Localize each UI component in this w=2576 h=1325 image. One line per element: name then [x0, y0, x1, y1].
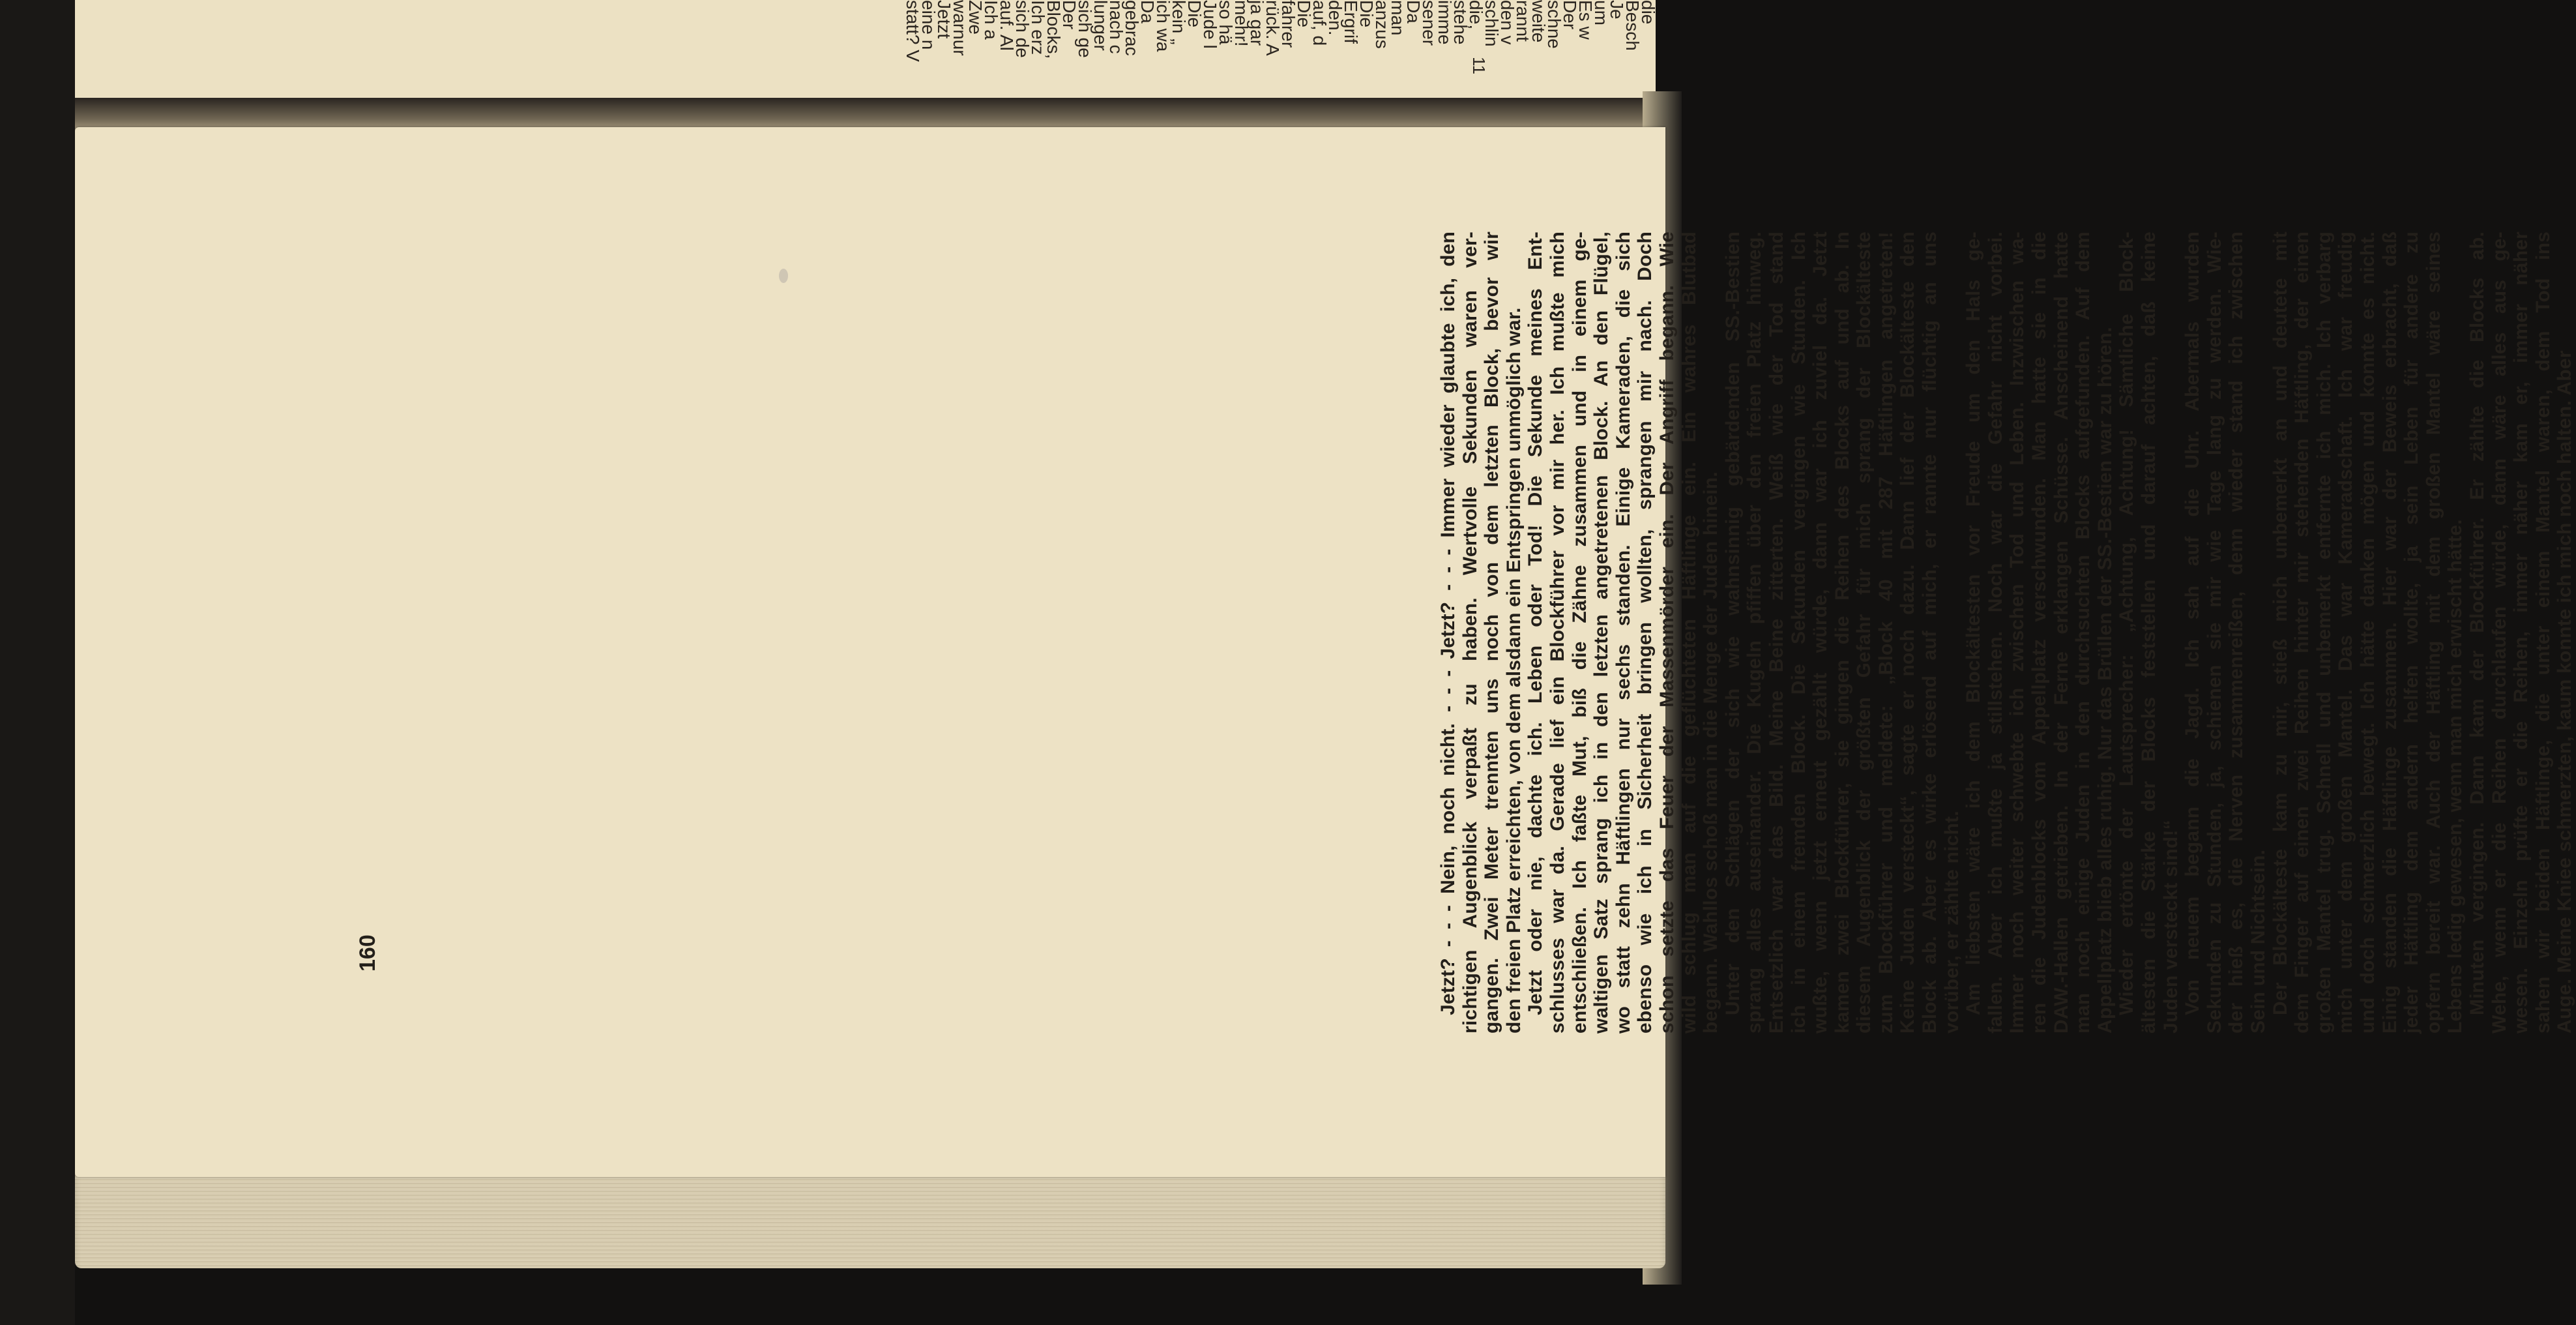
text-line: Unter den Schlägen der sich wie wahnsinnig gebärdenden SS.-Bestien	[1721, 231, 1744, 1015]
facing-text-line: Die	[1294, 0, 1314, 28]
text-line: wild schlug man auf die geflüchteten Häftlinge ein. Ein wahres Blutbad	[1678, 231, 1700, 1034]
text-line: der hieß es, die Nerven zusammenreißen, denn wieder stand ich zwischen	[2225, 231, 2247, 1034]
facing-text-line: mehr!	[1231, 0, 1251, 47]
text-line: den freien Platz erreichten, von dem alsdann ein Entspringen unmöglich war.	[1502, 307, 1525, 1034]
facing-text-line: auf. Al	[997, 0, 1017, 51]
facing-text-line: lunger	[1090, 0, 1111, 51]
text-line: ren die Judenblocks vom Appellplatz verschwunden. Man hatte sie in die	[2028, 231, 2051, 1034]
facing-text-line: nach c	[1106, 0, 1126, 54]
facing-text-line: eine n	[918, 0, 939, 50]
facing-text-line: die	[1638, 0, 1658, 25]
text-line: Jetzt oder nie, dachte ich. Leben oder Tod! Die Sekunde meines Ent-	[1525, 231, 1547, 1015]
facing-text-line: statt? V	[903, 0, 923, 62]
facing-text-line: um	[1591, 0, 1611, 25]
text-line: gangen. Zwei Meter trennten uns noch von dem letzten Block, bevor wir	[1481, 231, 1503, 1034]
facing-text-line: anzus	[1372, 0, 1392, 49]
facing-text-line: so hä	[1216, 0, 1236, 45]
text-line: vorüber, er zählte nicht.	[1940, 811, 1963, 1034]
text-line: sprang alles auseinander. Die Kugeln pfiffen über den freien Platz hinweg.	[1744, 231, 1766, 1034]
facing-text-line: Es w	[1575, 0, 1596, 40]
text-line: schlusses war da. Gerade lief ein Blockführer vor mir her. Ich mußte mich	[1546, 231, 1568, 1034]
facing-text-line: ich wa	[1153, 0, 1173, 52]
text-line: schon setzte das Feuer der Massenmörder ein. Der Angriff begann. Wie	[1656, 231, 1678, 1034]
text-line: Entsetzlich war das Bild. Meine Beine zitterten. Weiß wie der Tod stand	[1765, 231, 1787, 1034]
facing-text-line: die,	[1466, 0, 1486, 30]
text-line: diesem Augenblick der größten Gefahr für mich sprang der Blockälteste	[1853, 231, 1875, 1034]
facing-text-line: auf, d	[1310, 0, 1330, 46]
text-line: Einig standen die Häftlinge zusammen. Hier war der Beweis erbracht, daß	[2378, 231, 2401, 1034]
text-line: ältesten die Stärke der Blocks feststellen und darauf achten, daß keine	[2138, 231, 2159, 1034]
text-line: DAW.-Hallen getrieben. In der Ferne erklangen Schüsse. Anscheinend hatte	[2050, 231, 2072, 1034]
facing-text-line: schne	[1544, 0, 1564, 49]
text-line: ebenso wie ich in Sicherheit bringen wollten, sprangen mir nach. Doch	[1634, 231, 1656, 1034]
text-line: wo statt zehn Häftlingen nur sechs standen. Einige Kameraden, die sich	[1612, 231, 1634, 1034]
facing-text-line: gebrac	[1122, 0, 1142, 56]
facing-text-line: den v	[1497, 0, 1517, 45]
facing-text-line: Der	[1560, 0, 1580, 30]
text-line: waltigen Satz sprang ich in den letzten angetretenen Block. An den Flügel,	[1590, 231, 1613, 1034]
text-line: Am liebsten wäre ich dem Blockältesten vor Freude um den Hals ge-	[1963, 231, 1985, 1015]
text-line: Sein und Nichtsein.	[2247, 849, 2269, 1034]
facing-text-line: Ergrif	[1341, 0, 1361, 44]
text-line: Jetzt? - - - Nein, noch nicht. - - - Jetzt? - - - Immer wieder glaubte ich, den	[1437, 231, 1459, 1015]
page-number: 160	[355, 934, 380, 972]
text-line: richtigen Augenblick verpaßt zu haben. Wertvolle Sekunden waren ver-	[1459, 231, 1481, 1034]
text-line: fallen. Aber ich mußte ja stillstehen. Noch war die Gefahr nicht vorbei.	[1984, 231, 2006, 1034]
text-line: opfern bereit war. Auch der Häftling mit dem großen Mantel wäre seines	[2422, 231, 2444, 1034]
facing-page-number: 11	[1469, 57, 1489, 74]
text-line: ich in einem fremden Block. Die Sekunden vergingen wie Stunden. Ich	[1787, 231, 1809, 1034]
facing-text-line: rannt	[1513, 0, 1533, 42]
text-line: Der Blockälteste kam zu mir, stieß mich unbemerkt an und deutete mit	[2269, 231, 2291, 1015]
paper-smudge	[779, 269, 788, 283]
facing-text-line: Da	[1403, 0, 1424, 23]
facing-text-line: sich ge	[1075, 0, 1095, 58]
text-line: Wieder ertönte der Lautsprecher: „Achtung, Achtung! Sämtliche Block-	[2116, 231, 2138, 1015]
facing-text-line: Ich a	[981, 0, 1001, 40]
text-line: zum Blockführer und meldete: „Block 40 mit 287 Häftlingen angetreten!	[1875, 231, 1897, 1034]
facing-text-line: warnur	[950, 0, 970, 56]
text-line: Sekunden zu Stunden, ja, schienen sie mir wie Tage lang zu werden. Wie-	[2203, 231, 2225, 1034]
text-line: Von neuem begann die Jagd. Ich sah auf die Uhr. Abermals wurden	[2182, 231, 2204, 1015]
text-line: wesen. Einzeln prüfte er die Reihen, immer näher kam er, immer näher	[2510, 231, 2532, 1034]
facing-text-line: Ich erz	[1028, 0, 1048, 55]
text-line: dem Finger auf einen zwei Reihen hinter mir stehenden Häftling, der einen	[2291, 231, 2313, 1034]
facing-text-line: Der	[1059, 0, 1079, 30]
text-line: und doch schmerzlich bewegt. Ich hätte danken mögen und konnte es nicht.	[2356, 231, 2378, 1034]
text-line: man noch einige Juden in den durchsuchten Blocks aufgefunden. Auf dem	[2072, 231, 2094, 1034]
text-line: begann. Wahllos schoß man in die Menge der Juden hinein.	[1700, 471, 1722, 1034]
text-line: Lebens ledig gewesen, wenn man mich erwischt hätte.	[2444, 519, 2466, 1034]
facing-text-line: Die	[1356, 0, 1377, 28]
facing-text-line: Die	[1184, 0, 1205, 28]
facing-text-line: ja gar	[1247, 0, 1267, 46]
facing-text-line: stehe	[1450, 0, 1471, 45]
text-line: Appellplatz blieb alles ruhig. Nur das Brüllen der SS.-Bestien war zu hören.	[2094, 327, 2116, 1034]
facing-text-line: Besch	[1622, 0, 1643, 51]
facing-text-line: weite	[1529, 0, 1549, 43]
facing-text-line: schlin	[1482, 0, 1502, 47]
text-line: Juden versteckt sind!“	[2159, 820, 2182, 1034]
facing-text-line: Zwe	[965, 0, 986, 35]
facing-text-line: Jude l	[1200, 0, 1220, 49]
facing-text-line: imme	[1435, 0, 1455, 45]
text-line: Immer noch weiter schwebte ich zwischen Tod und Leben. Inzwischen wa-	[2006, 231, 2028, 1034]
facing-text-line: den.	[1325, 0, 1345, 36]
text-line: Minuten vergingen. Dann kam der Blockführer. Er zählte die Blocks ab.	[2466, 231, 2488, 1015]
text-line: Block ab. Aber es wirke erlösend auf mich, er rannte nur flüchtig an uns	[1919, 231, 1941, 1034]
text-line: Wehe, wenn er die Reihen durchlaufen würde, dann wäre alles aus ge-	[2488, 231, 2510, 1034]
facing-page	[75, 0, 1656, 108]
facing-text-line: fahrer	[1278, 0, 1298, 48]
text-line: kamen zwei Blockführer, sie gingen die Reihen des Blocks auf und ab. In	[1831, 231, 1853, 1034]
text-line: jeder Häftling dem andern helfen wollte, ja sein Leben für andere zu	[2401, 231, 2423, 1034]
text-line: sahen wir beiden Häftlinge, die unter einem Mantel waren, dem Tod ins	[2532, 231, 2554, 1034]
facing-text-line: man	[1388, 0, 1408, 36]
facing-text-line: sich de	[1012, 0, 1032, 58]
background-surface	[0, 0, 75, 1325]
facing-text-line: Blocks,	[1044, 0, 1064, 59]
main-page-text	[1437, 231, 2576, 1034]
text-line: entschließen. Ich faßte Mut, biß die Zähne zusammen und in einem ge-	[1568, 231, 1590, 1034]
facing-text-line: rück. A	[1263, 0, 1283, 56]
main-page	[75, 127, 1665, 1177]
facing-text-line: Da	[1137, 0, 1158, 23]
text-line: mich unter dem großen Mantel. Das war Kameradschaft. Ich war freudig	[2335, 231, 2357, 1034]
facing-text-line: Jetzt	[934, 0, 954, 39]
text-line: großen Mantel trug. Schnell und unbemerkt entfernte ich mich. Ich verbarg	[2313, 231, 2335, 1034]
facing-text-line: Je	[1607, 0, 1627, 20]
facing-text-line: sener	[1419, 0, 1439, 46]
text-line: Auge. Meine Kniee schmerzten, kaum konnte ich mich noch halten. Aber	[2554, 350, 2576, 1034]
facing-text-line: kein „	[1169, 0, 1189, 45]
text-line: Keine Juden versteckt“, sagte er noch dazu. Dann lief der Blockälteste den	[1897, 231, 1919, 1034]
text-line: wußte, wenn jetzt erneut gezählt würde, dann war ich zuviel da. Jetzt	[1809, 231, 1832, 1034]
